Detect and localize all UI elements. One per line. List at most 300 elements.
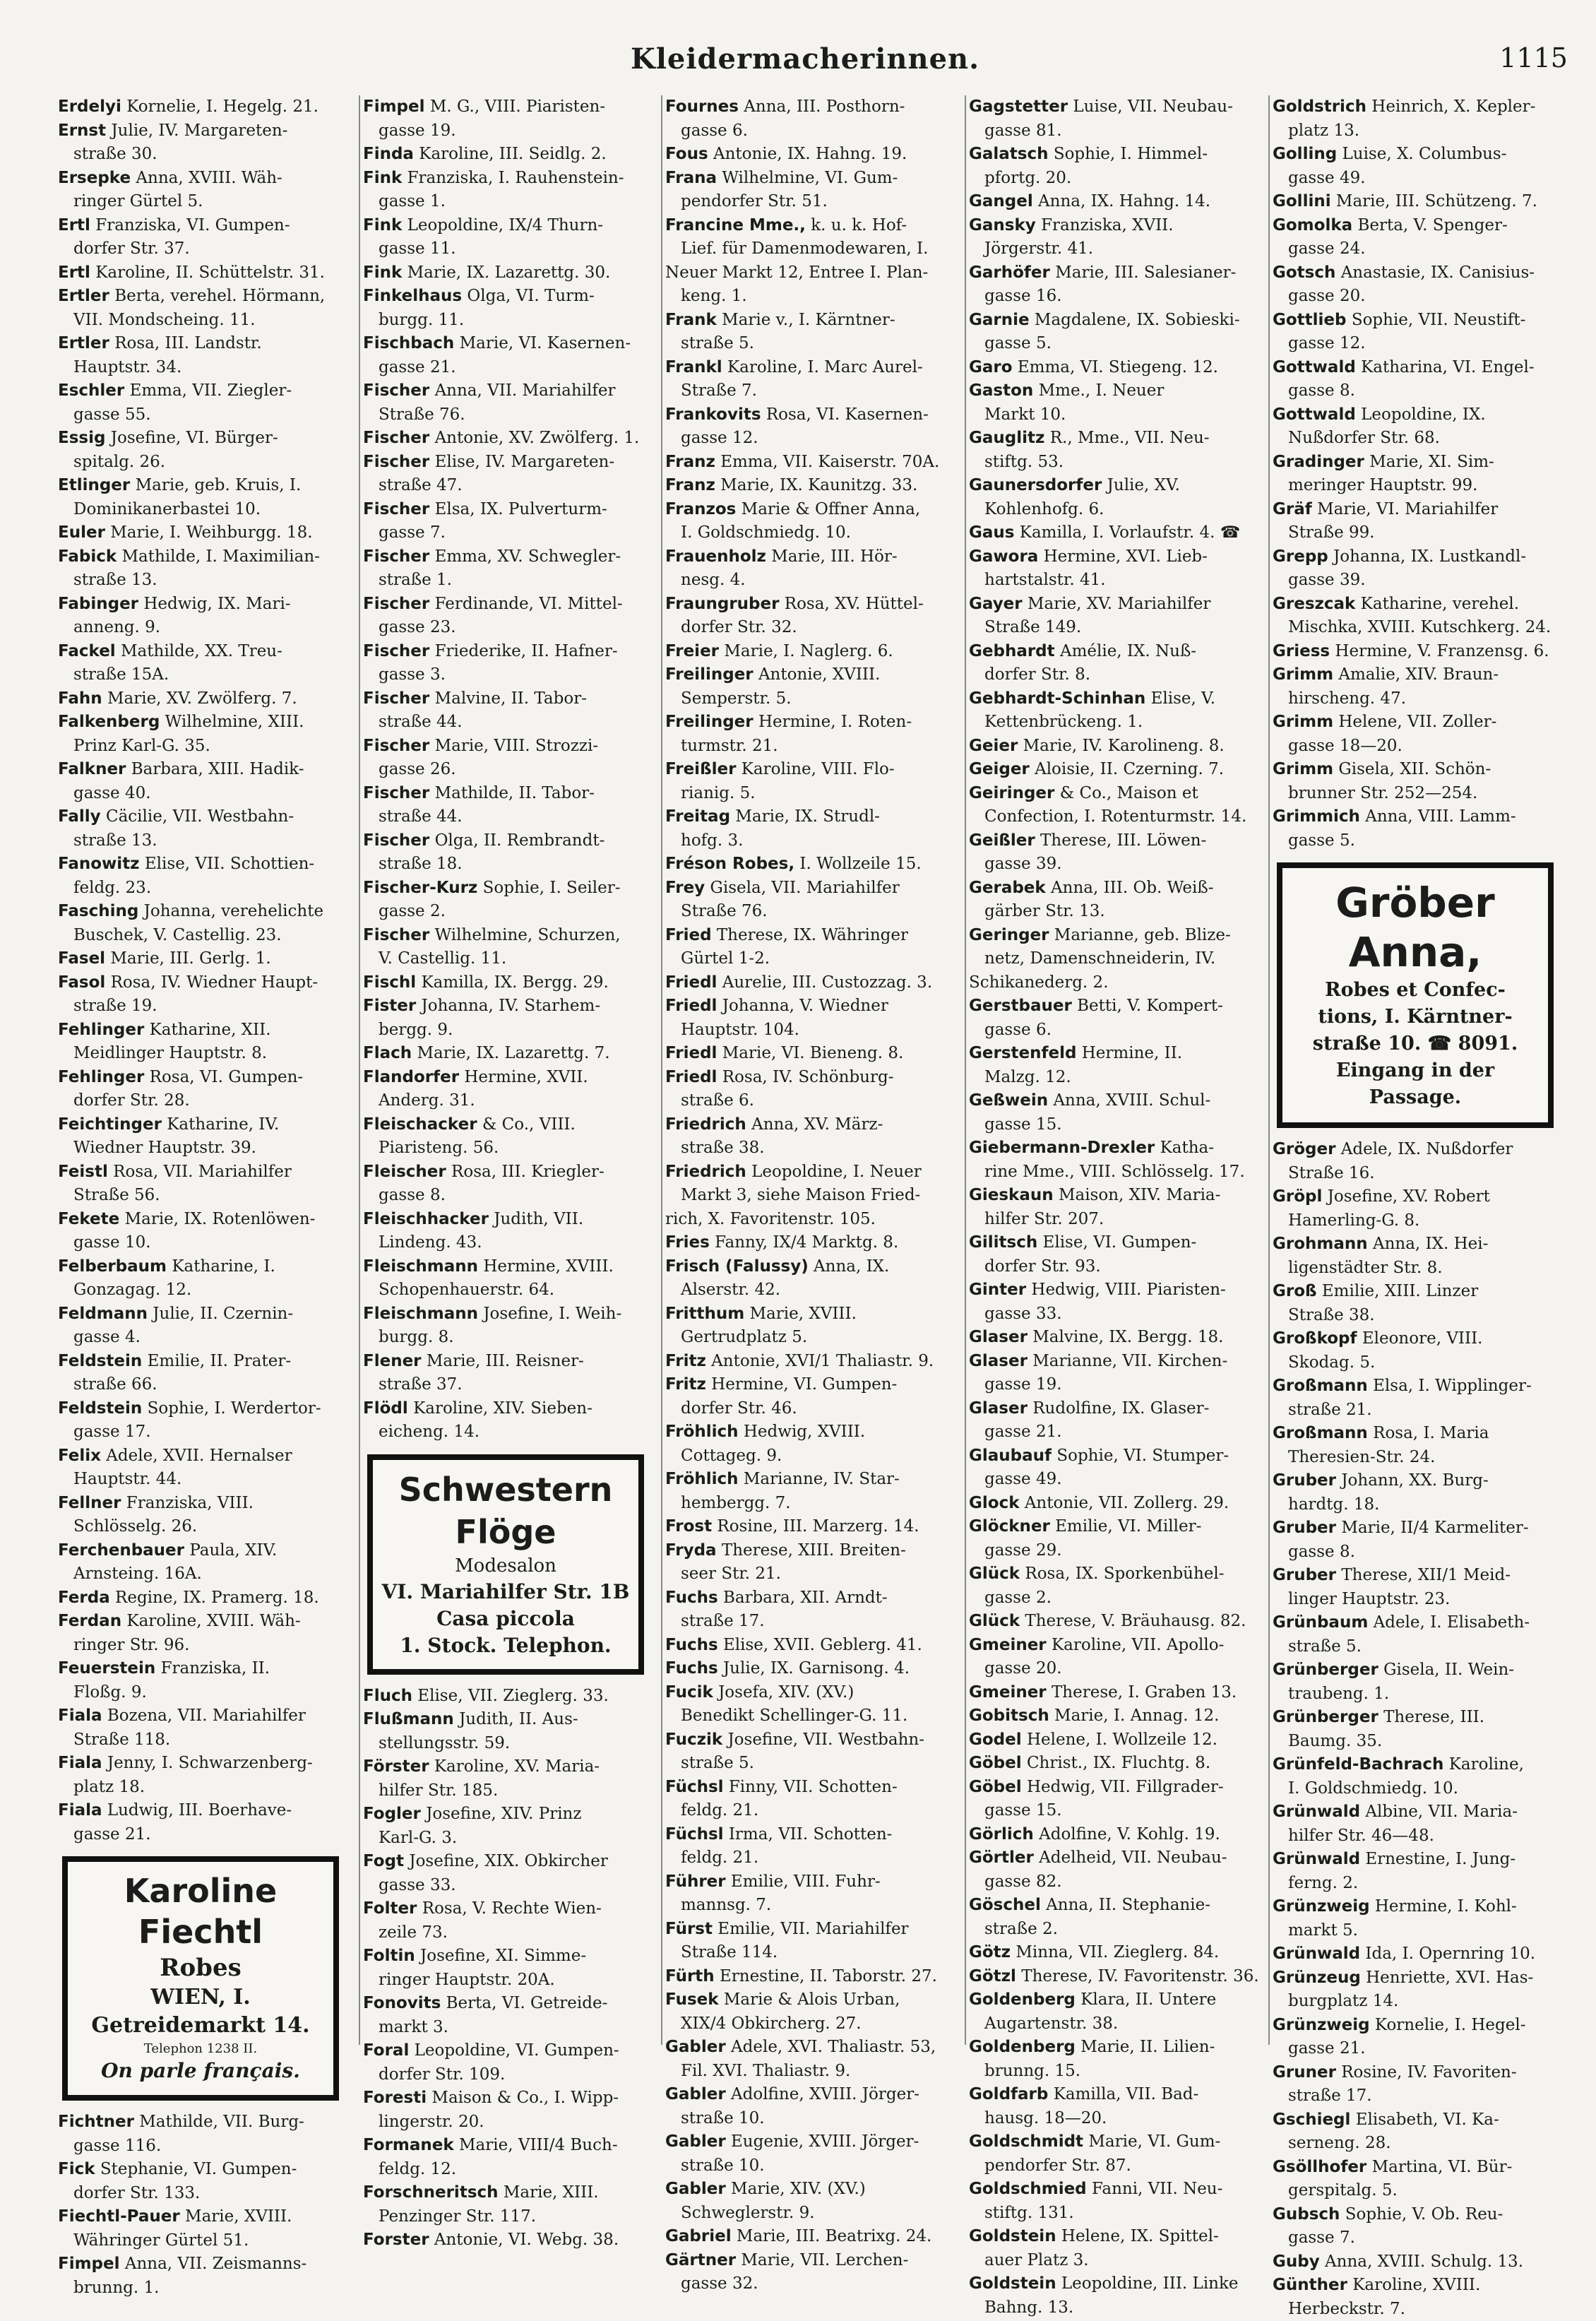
directory-entry [662, 2225, 953, 2249]
entry-details: Elise, VII. Schottien- [145, 855, 314, 873]
entry-name: Godel [969, 1731, 1022, 1749]
directory-entry [662, 593, 953, 640]
directory-entry [360, 1708, 651, 1755]
directory-entry [55, 971, 346, 1019]
entry-details: Leopoldine, VI. Gumpen- [415, 2041, 619, 2060]
directory-entry [662, 474, 953, 498]
entry-details: Anna, VII. Mariahilfer [435, 381, 616, 400]
entry-details-continued: Karl-G. 3. [363, 1827, 648, 1851]
directory-entry [966, 1610, 1257, 1634]
entry-details: Marianne, geb. Blize- [1054, 926, 1231, 944]
entry-details-continued: Straße 56. [58, 1184, 343, 1208]
entry-details: Kornelie, I. Hegel- [1375, 2016, 1526, 2034]
entry-details: Anna, VII. Zeismanns- [125, 2255, 306, 2273]
entry-details: Antonie, XVI/1 Thaliastr. 9. [711, 1352, 934, 1370]
directory-entry [966, 2225, 1257, 2272]
directory-entry [966, 593, 1257, 640]
entry-details: Sophie, I. Werdertor- [148, 1399, 321, 1418]
entry-details-continued: Hauptstr. 104. [665, 1019, 951, 1043]
directory-entry [662, 1042, 953, 1066]
entry-name: Fogt [363, 1852, 404, 1870]
entry-name: Fous [665, 145, 708, 163]
entry-name: Grünberger [1273, 1661, 1378, 1679]
entry-details: Helene, VII. Zoller- [1338, 713, 1496, 731]
directory-entry [55, 214, 346, 261]
directory-entry [360, 1042, 651, 1066]
entry-details-continued: feldg. 12. [363, 2158, 648, 2182]
directory-entry [662, 403, 953, 451]
entry-name: Glaubauf [969, 1447, 1052, 1465]
entry-details-continued: ringer Gürtel 5. [58, 190, 343, 214]
directory-entry [662, 1350, 953, 1374]
entry-details-continued: platz 18. [58, 1776, 343, 1800]
entry-details: Therese, V. Bräuhausg. 82. [1025, 1612, 1246, 1630]
directory-entry [966, 1089, 1257, 1136]
entry-name: Foresti [363, 2089, 427, 2107]
entry-details-continued: dorfer Str. 133. [58, 2182, 343, 2206]
entry-name: Gaunersdorfer [969, 476, 1102, 494]
directory-entry [662, 1870, 953, 1918]
entry-details: Aloisie, II. Czerning. 7. [1035, 760, 1224, 778]
entry-details: Hedwig, VII. Fillgrader- [1027, 1778, 1224, 1796]
entry-details: Emilie, VIII. Fuhr- [731, 1872, 881, 1891]
entry-name: Fritz [665, 1352, 706, 1370]
entry-details-continued: Mischka, XVIII. Kutschkerg. 24. [1273, 616, 1558, 640]
entry-details-continued: Währinger Gürtel 51. [58, 2229, 343, 2253]
directory-entry [662, 1918, 953, 1965]
entry-name: Fischl [363, 973, 416, 992]
entry-name: Goldschmidt [969, 2132, 1083, 2151]
entry-details-continued: V. Castellig. 11. [363, 947, 648, 971]
entry-details-continued: Cottageg. 9. [665, 1444, 951, 1468]
entry-name: Goldstein [969, 2274, 1056, 2293]
entry-name: Gabler [665, 2132, 726, 2151]
entry-name: Freilinger [665, 665, 754, 684]
directory-entry [55, 1799, 346, 1846]
directory-entry [1270, 214, 1561, 261]
directory-entry [360, 829, 651, 877]
entry-name: Führer [665, 1872, 726, 1891]
entry-name: Fuczik [665, 1731, 722, 1749]
entry-details-continued: gasse 19. [969, 1373, 1254, 1397]
directory-entry [662, 1823, 953, 1870]
entry-details-continued: dorfer Str. 93. [969, 1255, 1254, 1279]
entry-name: Fischer [363, 595, 429, 613]
directory-entry [55, 593, 346, 640]
entry-details: I. Wollzeile 15. [799, 855, 921, 873]
entry-details: Elise, IV. Margareten- [435, 453, 615, 471]
entry-details-continued: straße 21. [1273, 1399, 1558, 1423]
entry-name: Fasel [58, 949, 105, 968]
entry-name: Gmeiner [969, 1683, 1047, 1702]
entry-name: Gebhardt-Schinhan [969, 689, 1145, 708]
entry-details-continued: gasse 8. [1273, 379, 1558, 403]
entry-name: Fischer [363, 547, 429, 566]
entry-details-continued: gasse 116. [58, 2135, 343, 2159]
entry-name: Giebermann-Drexler [969, 1139, 1155, 1157]
entry-details-continued: hausg. 18—20. [969, 2107, 1254, 2131]
entry-details-continued: gasse 2. [363, 900, 648, 924]
directory-entry [1270, 1280, 1561, 1327]
entry-details: Marie, IX. Kaunitzg. 33. [720, 476, 917, 494]
directory-entry [55, 2252, 346, 2300]
entry-details: Anna, XVIII. Schulg. 13. [1325, 2252, 1523, 2271]
entry-details: Cäcilie, VII. Westbahn- [106, 807, 294, 826]
directory-entry [360, 782, 651, 829]
entry-details: Marie, XV. Zwölferg. 7. [107, 689, 297, 708]
directory-entry [1270, 143, 1561, 190]
entry-details: Emma, VII. Kaiserstr. 70A. [720, 453, 939, 471]
entry-details-continued: Straße 99. [1273, 521, 1558, 545]
entry-details: Karoline, [1449, 1755, 1524, 1774]
directory-entry [966, 829, 1257, 877]
entry-details: Johann, XX. Burg- [1341, 1471, 1488, 1490]
entry-name: Gottlieb [1273, 311, 1347, 329]
entry-name: Fischer [363, 737, 429, 755]
entry-details-continued: gasse 33. [969, 1302, 1254, 1326]
entry-name: Fischer [363, 453, 429, 471]
entry-name: Fahn [58, 689, 102, 708]
entry-name: Ernst [58, 121, 106, 140]
directory-entry [1270, 356, 1561, 403]
directory-entry [662, 1255, 953, 1302]
entry-details-continued: Straße 76. [665, 900, 951, 924]
directory-entry [360, 332, 651, 379]
column-3 [661, 95, 953, 2045]
directory-entry [1270, 2108, 1561, 2156]
entry-details-continued: gasse 21. [363, 356, 648, 380]
directory-entry [1270, 1422, 1561, 1469]
entry-name: Grimmich [1273, 807, 1360, 826]
entry-details-continued: gasse 81. [969, 119, 1254, 143]
ad-line: Modesalon [377, 1553, 634, 1579]
entry-details-continued: gasse 19. [363, 119, 648, 143]
entry-details-continued: Augartenstr. 38. [969, 2012, 1254, 2036]
entry-details: Malvine, IX. Bergg. 18. [1032, 1328, 1223, 1346]
directory-entry [360, 1350, 651, 1397]
entry-name: Gröpl [1273, 1187, 1322, 1206]
entry-details-continued: straße 44. [363, 805, 648, 829]
entry-details-continued: gasse 18—20. [1273, 735, 1558, 759]
entry-details: Marie, I. Annag. 12. [1054, 1706, 1219, 1725]
entry-details-continued: seer Str. 21. [665, 1562, 951, 1586]
entry-details: Finny, VII. Schotten- [729, 1778, 898, 1796]
ad-schwestern-floege [367, 1454, 644, 1675]
entry-name: Göschel [969, 1896, 1041, 1914]
entry-details-continued: nesg. 4. [665, 569, 951, 593]
entry-details: Marie, VII. Lerchen- [741, 2251, 908, 2269]
entry-name: Fasol [58, 973, 105, 992]
directory-entry [966, 2272, 1257, 2320]
entry-details: Anna, XVIII. Schul- [1053, 1091, 1210, 1110]
entry-details-continued: straße 30. [58, 143, 343, 167]
entry-details-continued: gasse 32. [665, 2272, 951, 2296]
directory-entry [360, 995, 651, 1042]
entry-details: Marie, III. Gerlg. 1. [110, 949, 270, 968]
entry-details: Kamilla, IX. Bergg. 29. [422, 973, 609, 992]
directory-entry [55, 1539, 346, 1586]
directory-entry [662, 1965, 953, 1989]
entry-details: Julie, XV. [1107, 476, 1180, 494]
directory-entry [360, 924, 651, 971]
entry-details: Barbara, XIII. Hadik- [131, 760, 304, 778]
entry-name: Friedrich [665, 1163, 746, 1181]
entry-details: Mathilde, I. Maximilian- [121, 547, 319, 566]
entry-details-continued: spitalg. 26. [58, 451, 343, 475]
directory-entry [1270, 1848, 1561, 1895]
entry-name: Glock [969, 1494, 1020, 1512]
entry-name: Grünwald [1273, 1803, 1360, 1821]
directory-entry [360, 1397, 651, 1444]
entry-details: Adolfine, V. Kohlg. 19. [1039, 1825, 1220, 1844]
column-5 [1268, 95, 1561, 2045]
entry-details: Ernestine, I. Jung- [1365, 1850, 1515, 1868]
directory-entry [1270, 95, 1561, 143]
entry-name: Franzos [665, 500, 736, 518]
page-number: 1115 [1499, 42, 1568, 73]
directory-entry [662, 1681, 953, 1728]
entry-details: Anna, III. Posthorn- [744, 97, 905, 116]
entry-name: Frank [665, 311, 717, 329]
entry-name: Geier [969, 737, 1018, 755]
entry-details-continued: gasse 16. [969, 285, 1254, 309]
entry-details-continued: hilfer Str. 185. [363, 1779, 648, 1803]
entry-details-continued: straße 19. [58, 995, 343, 1019]
directory-entry [55, 853, 346, 900]
directory-entry [360, 1208, 651, 1255]
directory-entry [1270, 1753, 1561, 1800]
entry-name: Goldstrich [1273, 97, 1366, 116]
entry-name: Euler [58, 523, 105, 542]
entry-details: Adele, IX. Nußdorfer [1341, 1140, 1513, 1158]
entry-details-continued: Malzg. 12. [969, 1066, 1254, 1090]
entry-name: Fischer [363, 642, 429, 660]
directory-entry [55, 261, 346, 285]
directory-entry [1270, 640, 1561, 664]
entry-details-continued: XIX/4 Obkircherg. 27. [665, 2012, 951, 2036]
entry-name: Fréson Robes, [665, 855, 794, 873]
entry-details: Adolfine, XVIII. Jörger- [731, 2085, 919, 2103]
entry-details: Karoline, XVIII. [1352, 2276, 1480, 2294]
entry-name: Flach [363, 1044, 412, 1062]
entry-details: Helene, I. Wollzeile 12. [1027, 1731, 1217, 1749]
entry-name: Günther [1273, 2276, 1347, 2294]
entry-name: Fischer [363, 689, 429, 708]
entry-details: Marie & Offner Anna, [742, 500, 921, 518]
directory-entry [360, 1755, 651, 1803]
entry-details-continued: rine Mme., VIII. Schlösselg. 17. [969, 1160, 1254, 1185]
entry-name: Friedl [665, 1044, 717, 1062]
directory-entry [662, 261, 953, 309]
entry-details-continued: gasse 21. [969, 1420, 1254, 1444]
entry-details-continued: hardtg. 18. [1273, 1493, 1558, 1517]
entry-details-continued: gasse 20. [969, 1657, 1254, 1681]
directory-entry [966, 309, 1257, 356]
entry-name: Fritthum [665, 1305, 744, 1323]
entry-details: Marie, XIII. [504, 2183, 599, 2202]
directory-entry [662, 805, 953, 853]
entry-details: Elisabeth, VI. Ka- [1356, 2111, 1499, 2129]
entry-name: Friedrich [665, 1115, 746, 1134]
entry-name: Grimm [1273, 713, 1333, 731]
entry-name: Franz [665, 476, 715, 494]
entry-details-continued: gasse 7. [1273, 2226, 1558, 2250]
entry-name: Friedl [665, 997, 717, 1015]
directory-entry [662, 1208, 953, 1232]
entry-details: Bozena, VII. Mariahilfer [107, 1706, 306, 1725]
entry-details-continued: serneng. 28. [1273, 2132, 1558, 2156]
entry-details: Gisela, VII. Mariahilfer [710, 879, 900, 897]
entry-details: Berta, verehel. Hörmann, [114, 287, 325, 305]
directory-entry [55, 545, 346, 593]
directory-entry [966, 1846, 1257, 1894]
entry-details: Josefine, VII. Westbahn- [727, 1731, 924, 1749]
entry-details-continued: anneng. 9. [58, 616, 343, 640]
entry-details-continued: netz, Damenschneiderin, IV. [969, 947, 1254, 971]
entry-name: Gräf [1273, 500, 1312, 518]
directory-entry [55, 1302, 346, 1350]
entry-details: Johanna, verehelichte [144, 902, 323, 920]
entry-name: Goldstein [969, 2227, 1056, 2245]
entry-details-continued: gasse 1. [363, 190, 648, 214]
entry-details: Marie, VIII/4 Buch- [459, 2136, 618, 2154]
directory-entry [966, 143, 1257, 190]
entry-details-continued: straße 5. [1273, 1635, 1558, 1659]
entry-details-continued: gasse 21. [1273, 2037, 1558, 2061]
directory-entry [662, 1657, 953, 1681]
entry-details: rich, X. Favoritenstr. 105. [665, 1210, 876, 1228]
directory-entry [1270, 2203, 1561, 2250]
directory-entry [1270, 1185, 1561, 1233]
entry-details: Berta, V. Spenger- [1357, 216, 1507, 235]
entry-name: Feuerstein [58, 1659, 155, 1678]
entry-name: Grohmann [1273, 1235, 1368, 1253]
entry-name: Forschneritsch [363, 2183, 499, 2202]
entry-name: Fournes [665, 97, 739, 116]
entry-name: Frey [665, 879, 705, 897]
entry-name: Fryda [665, 1541, 717, 1560]
entry-details: Antonie, XV. Zwölferg. 1. [435, 429, 640, 447]
directory-entry [55, 640, 346, 687]
entry-details: Julie, IX. Garnisong. 4. [723, 1659, 910, 1678]
directory-entry [1270, 1327, 1561, 1375]
entry-details: Marie, II/4 Karmeliter- [1341, 1519, 1528, 1537]
directory-entry [360, 1113, 651, 1160]
entry-name: Fiala [58, 1801, 102, 1820]
entry-details: Hermine, II. [1082, 1044, 1182, 1062]
entry-details-continued: Lief. für Damenmodewaren, I. [665, 237, 951, 261]
entry-name: Fraungruber [665, 595, 779, 613]
entry-details: Emma, VI. Stiegeng. 12. [1018, 358, 1218, 376]
directory-entry [662, 971, 953, 995]
directory-entry [360, 1803, 651, 1850]
directory-entry [55, 1160, 346, 1208]
entry-details-continued: Hauptstr. 34. [58, 356, 343, 380]
entry-name: Ersepke [58, 169, 131, 187]
directory-entry [360, 214, 651, 261]
entry-details-continued: lingerstr. 20. [363, 2111, 648, 2135]
directory-entry [966, 971, 1257, 995]
entry-details: Hermine, I. Roten- [758, 713, 912, 731]
entry-details: Franziska, XVII. [1041, 216, 1174, 235]
entry-details-continued: Straße 114. [665, 1941, 951, 1965]
entry-name: Goldfarb [969, 2085, 1048, 2103]
entry-name: Fimpel [363, 97, 425, 116]
entry-details: Johanna, V. Wiedner [722, 997, 888, 1015]
entry-details-continued: gasse 82. [969, 1870, 1254, 1894]
entry-name: Fischer [363, 429, 429, 447]
directory-entry [966, 1184, 1257, 1231]
entry-name: Fischer [363, 500, 429, 518]
directory-entry [1270, 309, 1561, 356]
entry-name: Gotsch [1273, 263, 1335, 282]
directory-entry [662, 758, 953, 805]
entry-details: Therese, IV. Favoritenstr. 36. [1021, 1967, 1258, 1985]
entry-name: Fasching [58, 902, 138, 920]
entry-name: Fink [363, 263, 402, 282]
directory-entry [55, 711, 346, 758]
directory-entry [55, 379, 346, 427]
entry-name: Fanowitz [58, 855, 140, 873]
entry-details: Karoline, XIV. Sieben- [413, 1399, 592, 1418]
entry-name: Foltin [363, 1947, 415, 1965]
entry-name: Fister [363, 997, 416, 1015]
entry-details-continued: dorfer Str. 32. [665, 616, 951, 640]
entry-details: Anna, IX. Hahng. 14. [1038, 192, 1210, 210]
directory-entry [966, 1562, 1257, 1610]
directory-entry [360, 971, 651, 995]
entry-name: Großmann [1273, 1377, 1368, 1395]
directory-entry [1270, 2061, 1561, 2108]
entry-details: Maison & Co., I. Wipp- [431, 2089, 619, 2107]
entry-name: Görlich [969, 1825, 1034, 1844]
entry-details-continued: hembergg. 7. [665, 1492, 951, 1516]
entry-details-continued: markt 3. [363, 2016, 648, 2040]
entry-details: Therese, XII/1 Meid- [1341, 1566, 1511, 1584]
entry-name: Gomolka [1273, 216, 1352, 235]
entry-details: Emma, VII. Ziegler- [130, 381, 292, 400]
directory-entry [55, 427, 346, 474]
entry-details-continued: Fil. XVI. Thaliastr. 9. [665, 2060, 951, 2084]
directory-entry [1270, 1966, 1561, 2014]
entry-details-continued: Nußdorfer Str. 68. [1273, 427, 1558, 451]
directory-entry [966, 1894, 1257, 1941]
entry-details: Marie, XIV. (XV.) [731, 2180, 866, 2198]
entry-details-continued: Hamerling-G. 8. [1273, 1209, 1558, 1233]
entry-name: Grepp [1273, 547, 1328, 566]
entry-details-continued: mannsg. 7. [665, 1894, 951, 1918]
directory-entry [662, 309, 953, 356]
directory-entry [966, 1681, 1257, 1705]
entry-name: Falkner [58, 760, 126, 778]
entry-details: Ludwig, III. Boerhave- [107, 1801, 292, 1820]
entry-details-continued: feldg. 21. [665, 1799, 951, 1823]
ad-line: Karoline Fiechtl [72, 1870, 329, 1952]
entry-details: Rosa, IX. Sporkenbühel- [1025, 1565, 1224, 1583]
directory-entry [360, 2039, 651, 2086]
entry-name: Golling [1273, 145, 1337, 163]
entry-details-continued: gasse 26. [363, 758, 648, 782]
ad-line: straße 10. ☎ 8091. [1290, 1031, 1541, 1057]
entry-name: Griess [1273, 642, 1330, 660]
entry-details: Anna, VIII. Lamm- [1365, 807, 1515, 826]
directory-entry [1270, 1800, 1561, 1848]
entry-details: Klara, II. Untere [1080, 1990, 1216, 2009]
entry-details-continued: burgg. 8. [363, 1326, 648, 1350]
entry-name: Garhöfer [969, 263, 1050, 282]
directory-entry [55, 521, 346, 545]
entry-details-continued: gasse 8. [1273, 1541, 1558, 1565]
